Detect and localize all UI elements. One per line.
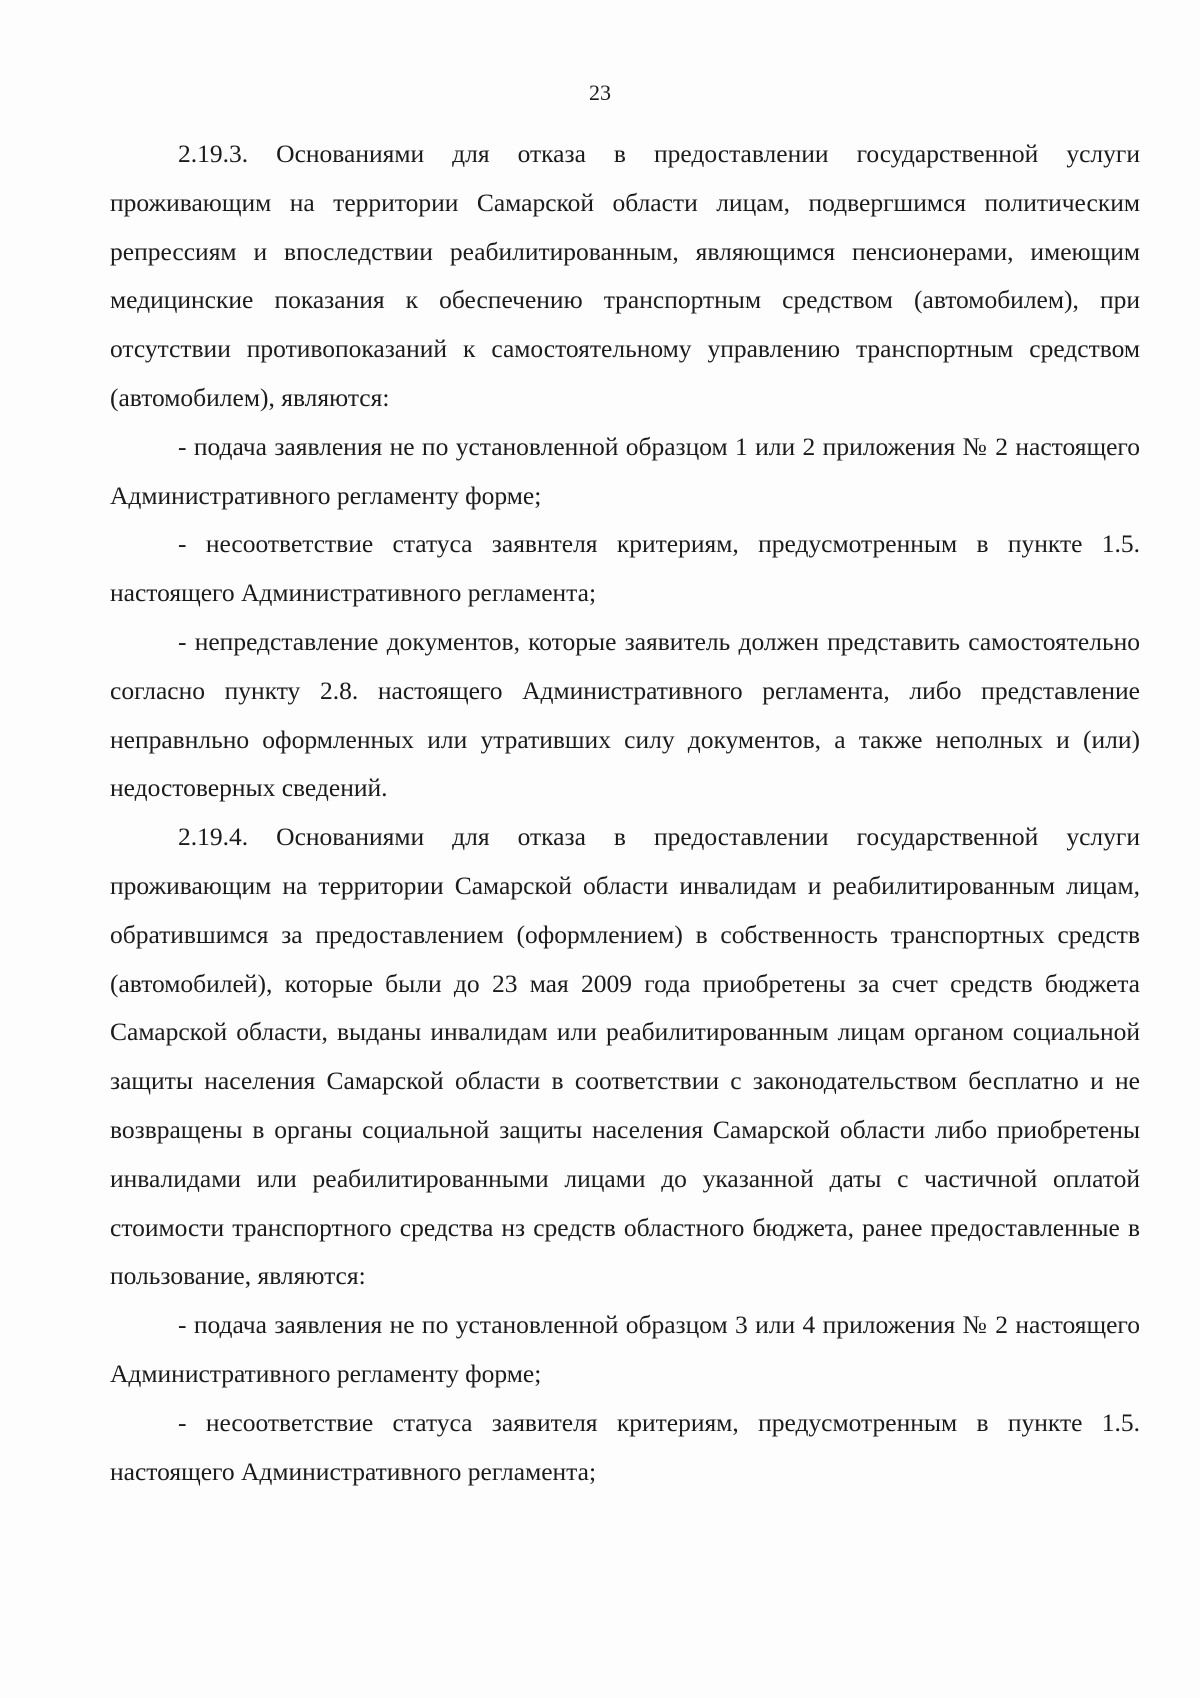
body-text: [110, 130, 1140, 1496]
paragraph-2-19-3: 2.19.3. Основаниями для отказа в предоставлении государственной услуги проживающим на территории Самарской области лицам, подвергшимся политическим репрессиям и впоследствии реабилитированным, являющимся пенсионерами, имеющим медицинские показания к обеспечению транспортным средством (автомобилем), при отсутствии противопоказаний к самостоятельному управлению транспортным средством (автомобилем), являются:: [110, 139, 1140, 412]
paragraph-2-19-4: 2.19.4. Основаниями для отказа в предоставлении государственной услуги проживающим на территории Самарской области инвалидам и реабилитированным лицам, обратившимся за предоставлением (оформлением) в собственность транспортных средств (автомобилей), которые были до 23 мая 2009 года приобретены за счет средств бюджета Самарской области, выданы инвалидам или реабилитированным лицам органом социальной защиты населения Самарской области в соответствии с законодательством бесплатно и не возвращены в органы социальной защиты населения Самарской области либо приобретены инвалидами или реабилитированными лицами до указанной даты с частичной оплатой стоимости транспортного средства нз средств областного бюджета, ранее предоставленные в пользование, являются:: [110, 822, 1140, 1291]
list-item-form-1-2: - подача заявления не по установленной образцом 1 или 2 приложения № 2 настоящего Административного регламенту форме;: [110, 431, 1140, 510]
list-item-status-mismatch-2: - несоответствие статуса заявителя критериям, предусмотренным в пункте 1.5. настоящего Административного регламента;: [110, 1407, 1140, 1486]
list-item-documents: - непредставление документов, которые заявитель должен представить самостоятельно согласно пункту 2.8. настоящего Административного регламента, либо представление неправнльно оформленных или утративших силу документов, а также неполных и (или) недостоверных сведений.: [110, 626, 1140, 803]
list-item-form-3-4: - подача заявления не по установленной образцом 3 или 4 приложения № 2 настоящего Административного регламенту форме;: [110, 1310, 1140, 1388]
page-number: 23: [589, 80, 611, 105]
list-item-status-mismatch: - несоответствие статуса заявнтеля критериям, предусмотренным в пункте 1.5. настоящего Административного регламента;: [110, 529, 1140, 608]
